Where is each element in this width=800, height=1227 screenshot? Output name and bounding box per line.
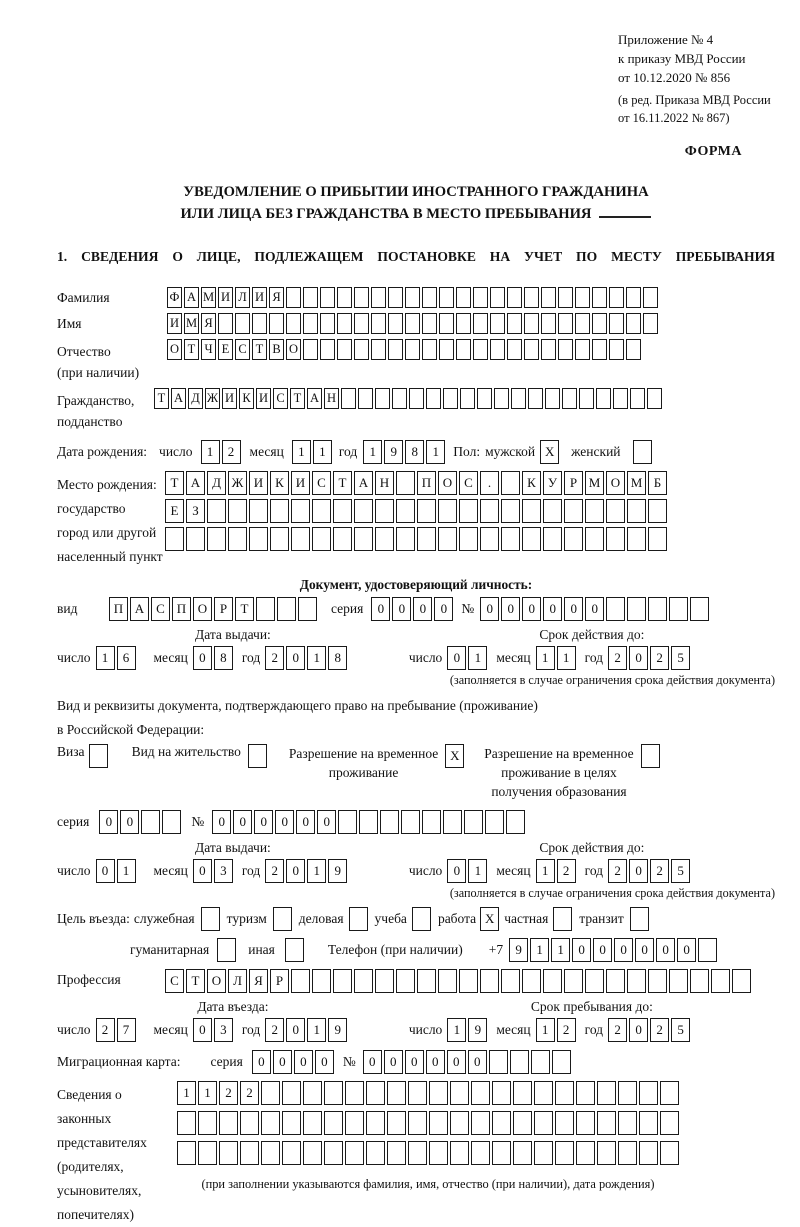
field-profession <box>57 969 775 993</box>
surname-label: Фамилия <box>57 290 110 305</box>
purpose-row <box>57 907 775 931</box>
iddoc-no-label: № <box>461 601 475 616</box>
birth-month-cells[interactable]: 1 1 <box>292 440 332 464</box>
purpose-option: туризм <box>227 907 292 931</box>
annex-line: к приказу МВД России <box>618 51 746 66</box>
purpose-option: частная <box>504 907 572 931</box>
sex-male-checkbox[interactable]: X <box>540 440 559 464</box>
year-label: год <box>338 444 358 459</box>
purpose-option: служебная <box>134 907 220 931</box>
permit-intro: Вид и реквизиты документа, подтверждающего право на пребывание (проживание) в Российской Федерации: <box>57 698 538 737</box>
month-label: месяц <box>496 863 531 878</box>
permit-valid-header: Срок действия до: <box>539 840 645 855</box>
section1-heading: 1. СВЕДЕНИЯ О ЛИЦЕ, ПОДЛЕЖАЩЕМ ПОСТАНОВКЕ НА УЧЕТ ПО МЕСТУ ПРЕБЫВАНИЯ <box>57 249 775 264</box>
month-label: месяц <box>496 650 531 665</box>
sex-female-label: женский <box>571 444 621 459</box>
permit-issue-year[interactable]: 2 0 1 9 <box>265 859 347 883</box>
year-label: год <box>584 863 604 878</box>
migration-number-cells[interactable]: 0 0 0 0 0 0 <box>363 1050 571 1074</box>
month-label: месяц <box>153 650 188 665</box>
field-patronymic <box>57 339 775 383</box>
iddoc-seriya-label: серия <box>331 601 364 616</box>
year-label: год <box>241 650 261 665</box>
permit-seriya-label: серия <box>57 814 90 829</box>
permit-no-label: № <box>191 814 205 829</box>
sex-female-checkbox[interactable] <box>633 440 652 464</box>
month-label: месяц <box>153 863 188 878</box>
annex-block <box>57 30 775 127</box>
day-label: число <box>408 1022 443 1037</box>
purpose-label: Цель въезда: <box>57 911 130 926</box>
day-label: число <box>57 650 91 665</box>
stay-until-header: Срок пребывания до: <box>530 999 653 1014</box>
birth-day-cells[interactable]: 1 2 <box>201 440 241 464</box>
permit-type-visa: Виза <box>57 744 108 768</box>
purpose-transit-checkbox[interactable] <box>630 907 649 931</box>
entry-dates <box>57 999 775 1042</box>
legal-reps-block <box>57 1081 775 1227</box>
stay-year[interactable]: 2 0 2 5 <box>608 1018 690 1042</box>
permit-type-edu: Разрешение на временное проживание в целях получения образования <box>484 744 659 801</box>
purpose-delovaya-checkbox[interactable] <box>349 907 368 931</box>
migration-seriya-label: серия <box>210 1054 243 1069</box>
entry-day[interactable]: 2 7 <box>96 1018 136 1042</box>
iddoc-valid-day[interactable]: 0 1 <box>447 646 487 670</box>
purpose-work-checkbox[interactable]: X <box>480 907 499 931</box>
iddoc-number-cells[interactable]: 0 0 0 0 0 0 <box>480 597 709 621</box>
permit-validity-note: (заполняется в случае ограничения срока действия документа) <box>449 886 775 900</box>
purpose-row2 <box>57 938 775 962</box>
iddoc-vid-label: вид <box>57 601 78 616</box>
migration-label: Миграционная карта: <box>57 1054 181 1069</box>
field-iddoc <box>57 597 775 621</box>
iddoc-section-title: Документ, удостоверяющий личность: <box>299 577 533 592</box>
month-label: месяц <box>153 1022 188 1037</box>
permit-issue-month[interactable]: 0 3 <box>193 859 233 883</box>
iddoc-issue-month[interactable]: 0 8 <box>193 646 233 670</box>
field-birthdate <box>57 440 775 464</box>
birthdate-label: Дата рождения: <box>57 444 148 459</box>
form-title <box>57 181 775 225</box>
iddoc-issue-year[interactable]: 2 0 1 8 <box>265 646 347 670</box>
sex-male-label: мужской <box>485 444 536 459</box>
entry-year[interactable]: 2 0 1 9 <box>265 1018 347 1042</box>
permit-issue-day[interactable]: 0 1 <box>96 859 136 883</box>
entry-month[interactable]: 0 3 <box>193 1018 233 1042</box>
stay-day[interactable]: 1 9 <box>447 1018 487 1042</box>
purpose-option: гуманитарная <box>130 938 236 962</box>
stay-month[interactable]: 1 2 <box>536 1018 576 1042</box>
citizenship-label: Гражданство, подданство <box>57 393 135 429</box>
birthplace-row2-cells[interactable]: Е З <box>165 499 667 523</box>
iddoc-valid-month[interactable]: 1 1 <box>536 646 576 670</box>
phone-cells[interactable]: 9 1 1 0 0 0 0 0 0 <box>509 938 717 962</box>
citizenship-cells[interactable]: Т А Д Ж И К И С Т А Н <box>154 388 662 409</box>
permit-types-row <box>57 744 775 801</box>
form-title-line1: УВЕДОМЛЕНИЕ О ПРИБЫТИИ ИНОСТРАННОГО ГРАЖДАНИНА <box>183 184 649 200</box>
permit-type-temp: Разрешение на временное проживание X <box>289 744 464 782</box>
iddoc-issue-day[interactable]: 1 6 <box>96 646 136 670</box>
year-label: год <box>241 1022 261 1037</box>
firstname-label: Имя <box>57 316 82 331</box>
purpose-option: деловая <box>299 907 368 931</box>
migration-seriya-cells[interactable]: 0 0 0 0 <box>252 1050 334 1074</box>
iddoc-seriya-cells[interactable]: 0 0 0 0 <box>371 597 453 621</box>
field-birthplace <box>57 471 775 569</box>
field-citizenship <box>57 388 775 432</box>
profession-cells[interactable]: С Т О Л Я Р <box>165 969 751 993</box>
annex-note-line: (в ред. Приказа МВД России <box>618 93 771 107</box>
permit-type-residence: Вид на жительство <box>132 744 267 768</box>
iddoc-validity-note: (заполняется в случае ограничения срока действия документа) <box>449 673 775 687</box>
annex-note-line: от 16.11.2022 № 867) <box>618 111 730 125</box>
purpose-humanitarian-checkbox[interactable] <box>217 938 236 962</box>
iddoc-issue-header: Дата выдачи: <box>195 627 271 642</box>
legal-row1-cells[interactable]: 1 1 2 2 <box>177 1081 679 1105</box>
iddoc-dates <box>57 627 775 670</box>
day-label: число <box>57 1022 91 1037</box>
sex-label: Пол: <box>453 444 481 459</box>
permit-seriya-row <box>57 810 775 834</box>
visa-checkbox[interactable] <box>89 744 108 768</box>
permit-issue-header: Дата выдачи: <box>195 840 271 855</box>
birthplace-label: Место рождения: государство город или другой населенный пункт <box>57 477 163 564</box>
purpose-option: иная <box>248 938 304 962</box>
purpose-other-checkbox[interactable] <box>285 938 304 962</box>
purpose-option: работа X <box>438 907 499 931</box>
annex-line: Приложение № 4 <box>618 32 714 47</box>
birth-year-cells[interactable]: 1 9 8 1 <box>363 440 445 464</box>
legal-row3-cells[interactable] <box>177 1141 679 1165</box>
temp-permit-checkbox[interactable]: X <box>445 744 464 768</box>
year-label: год <box>584 1022 604 1037</box>
patronymic-cells[interactable]: О Т Ч Е С Т В О <box>167 339 641 360</box>
surname-cells[interactable]: Ф А М И Л И Я <box>167 287 658 308</box>
purpose-study-checkbox[interactable] <box>412 907 431 931</box>
purpose-private-checkbox[interactable] <box>553 907 572 931</box>
phone-prefix: +7 <box>488 942 504 957</box>
year-label: год <box>584 650 604 665</box>
iddoc-valid-year[interactable]: 2 0 2 5 <box>608 646 690 670</box>
legal-row2-cells[interactable] <box>177 1111 679 1135</box>
permit-valid-month[interactable]: 1 2 <box>536 859 576 883</box>
iddoc-valid-header: Срок действия до: <box>539 627 645 642</box>
field-surname <box>57 287 775 308</box>
forma-label: ФОРМА <box>684 144 742 159</box>
firstname-cells[interactable]: И М Я <box>167 313 658 334</box>
legal-note: (при заполнении указываются фамилия, имя, отчество (при наличии), дата рождения) <box>201 1177 655 1191</box>
purpose-option: транзит <box>579 907 649 931</box>
profession-label: Профессия <box>57 972 121 987</box>
phone-label: Телефон (при наличии) <box>327 942 463 957</box>
permit-seriya-cells[interactable]: 0 0 <box>99 810 181 834</box>
iddoc-vid-cells[interactable]: П А С П О Р Т <box>109 597 317 621</box>
permit-dates <box>57 840 775 883</box>
day-label: число <box>408 863 443 878</box>
day-label: число <box>57 863 91 878</box>
purpose-tourism-checkbox[interactable] <box>273 907 292 931</box>
migration-card-row <box>57 1050 775 1074</box>
permit-number-cells[interactable]: 0 0 0 0 0 0 <box>212 810 525 834</box>
entry-date-header: Дата въезда: <box>197 999 269 1014</box>
edu-permit-checkbox[interactable] <box>641 744 660 768</box>
legal-reps-label: Сведения о законных представителях (родителях, усыновителях, попечителях) <box>57 1087 147 1222</box>
day-label: число <box>408 650 443 665</box>
permit-valid-day[interactable]: 0 1 <box>447 859 487 883</box>
residence-checkbox[interactable] <box>248 744 267 768</box>
migration-no-label: № <box>342 1054 356 1069</box>
title-blank-line <box>599 206 651 218</box>
purpose-business-checkbox[interactable] <box>201 907 220 931</box>
field-firstname <box>57 313 775 334</box>
annex-line: от 10.12.2020 № 856 <box>618 70 731 85</box>
form-title-line2: ИЛИ ЛИЦА БЕЗ ГРАЖДАНСТВА В МЕСТО ПРЕБЫВАНИЯ <box>57 203 775 225</box>
month-label: месяц <box>249 444 284 459</box>
birthplace-row3-cells[interactable] <box>165 527 667 551</box>
patronymic-label: Отчество (при наличии) <box>57 344 140 380</box>
month-label: месяц <box>496 1022 531 1037</box>
purpose-option: учеба <box>375 907 431 931</box>
birthplace-row1-cells[interactable]: Т А Д Ж И К И С Т А Н П О С . К У Р М О М Б <box>165 471 667 495</box>
day-label: число <box>159 444 193 459</box>
permit-valid-year[interactable]: 2 0 2 5 <box>608 859 690 883</box>
year-label: год <box>241 863 261 878</box>
